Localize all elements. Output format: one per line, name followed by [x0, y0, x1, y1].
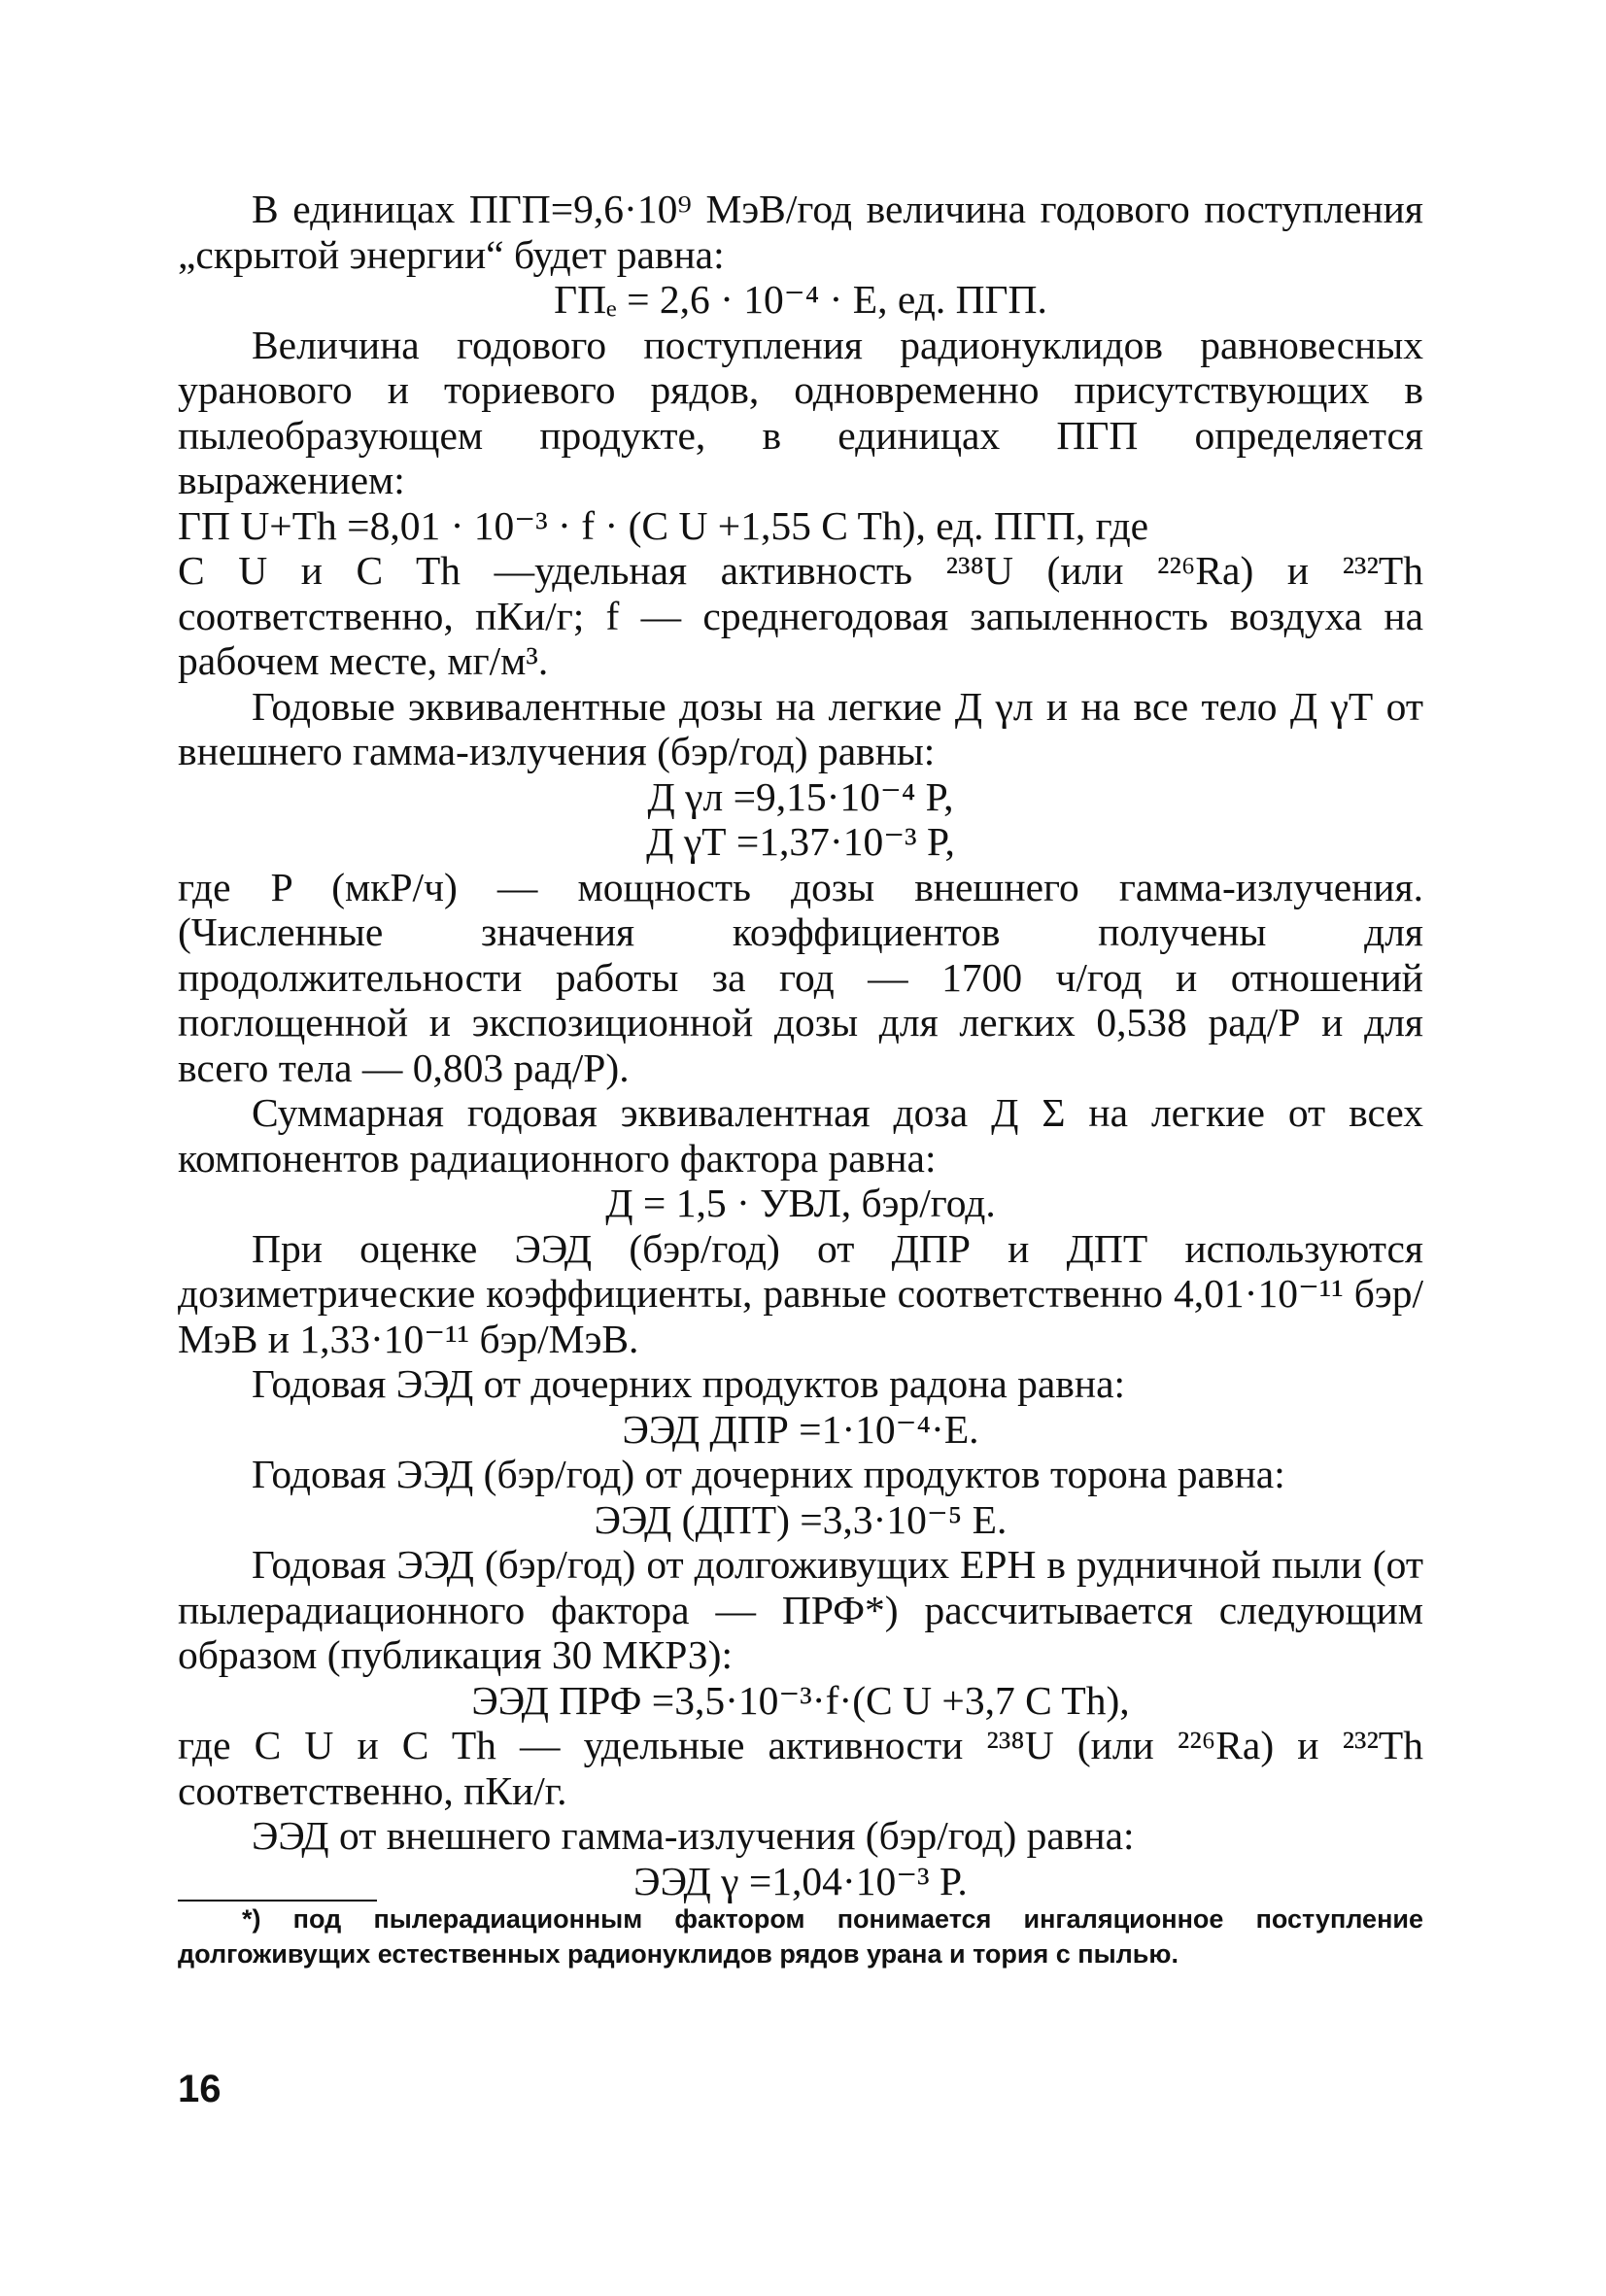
formula-2: ГП U+Th =8,01 · 10⁻³ · f · (C U +1,55 C Th), ед. ПГП, где [178, 502, 1149, 548]
paragraph-4: Годовые эквивалентные дозы на легкие Д γл и на все тело Д γТ от внешнего гамма-излучения (бэр/год) равны: [178, 683, 1423, 773]
paragraph-12: ЭЭД от внешнего гамма-излучения (бэр/год) равна: [252, 1813, 1135, 1858]
paragraph-7: При оценке ЭЭД (бэр/год) от ДПР и ДПТ используются дозиметрические коэффициенты, равные соответственно 4,01·10⁻¹¹ бэр/МэВ и 1,33·10⁻¹¹ бэр/МэВ. [178, 1225, 1423, 1361]
formula-1: ГПₑ = 2,6 · 10⁻⁴ · Е, ед. ПГП. [554, 277, 1047, 322]
formula-4: Д γТ =1,37·10⁻³ P, [646, 819, 955, 864]
page-number: 16 [178, 2068, 222, 2110]
formula-5: Д = 1,5 · УВЛ, бэр/год. [605, 1181, 996, 1225]
paragraph-5: где P (мкР/ч) — мощность дозы внешнего гамма-излучения. (Численные значения коэффициентов получены для продолжительности работы за год — 1700 ч/год и отношений поглощенной и экспозиционной дозы для легких 0,538 рад/Р и для всего тела — 0,803 рад/Р). [178, 864, 1423, 1090]
paragraph-11: где C U и C Th — удельные активности ²³⁸U (или ²²⁶Ra) и ²³²Th соответственно, пКи/г. [178, 1723, 1423, 1813]
paragraph-2: Величина годового поступления радионуклидов равновесных уранового и ториевого рядов, одновременно присутствующих в пылеобразующем продукте, в единицах ПГП определяется выражением: [178, 322, 1423, 502]
formula-6: ЭЭД ДПР =1·10⁻⁴·E. [622, 1406, 979, 1452]
paragraph-6: Суммарная годовая эквивалентная доза Д Σ на легкие от всех компонентов радиационного фактора равна: [178, 1090, 1423, 1181]
footnote: *) под пылерадиационным фактором понимается ингаляционное поступление долгоживущих естественных радионуклидов рядов урана и тория с пылью. [178, 1904, 1423, 1969]
paragraph-9: Годовая ЭЭД (бэр/год) от дочерних продуктов торона равна: [252, 1452, 1285, 1496]
body-text [178, 187, 1423, 1903]
formula-9: ЭЭД γ =1,04·10⁻³ P. [633, 1858, 968, 1903]
formula-8: ЭЭД ПРФ =3,5·10⁻³·f·(C U +3,7 C Th), [471, 1677, 1130, 1723]
paragraph-8: Годовая ЭЭД от дочерних продуктов радона равна: [252, 1361, 1126, 1406]
paragraph-10: Годовая ЭЭД (бэр/год) от долгоживущих ЕРН в рудничной пыли (от пылерадиационного фактора — ПРФ*) рассчитывается следующим образом (публикация 30 МКРЗ): [178, 1542, 1423, 1677]
paragraph-1: В единицах ПГП=9,6·10⁹ МэВ/год величина годового поступления „скрытой энергии“ будет равна: [178, 187, 1423, 277]
paragraph-3: C U и C Th —удельная активность ²³⁸U (или ²²⁶Ra) и ²³²Th соответственно, пКи/г; f — среднегодовая запыленность воздуха на рабочем месте, мг/м³. [178, 548, 1423, 683]
formula-7: ЭЭД (ДПТ) =3,3·10⁻⁵ E. [594, 1496, 1008, 1542]
formula-3: Д γл =9,15·10⁻⁴ P, [647, 773, 954, 819]
